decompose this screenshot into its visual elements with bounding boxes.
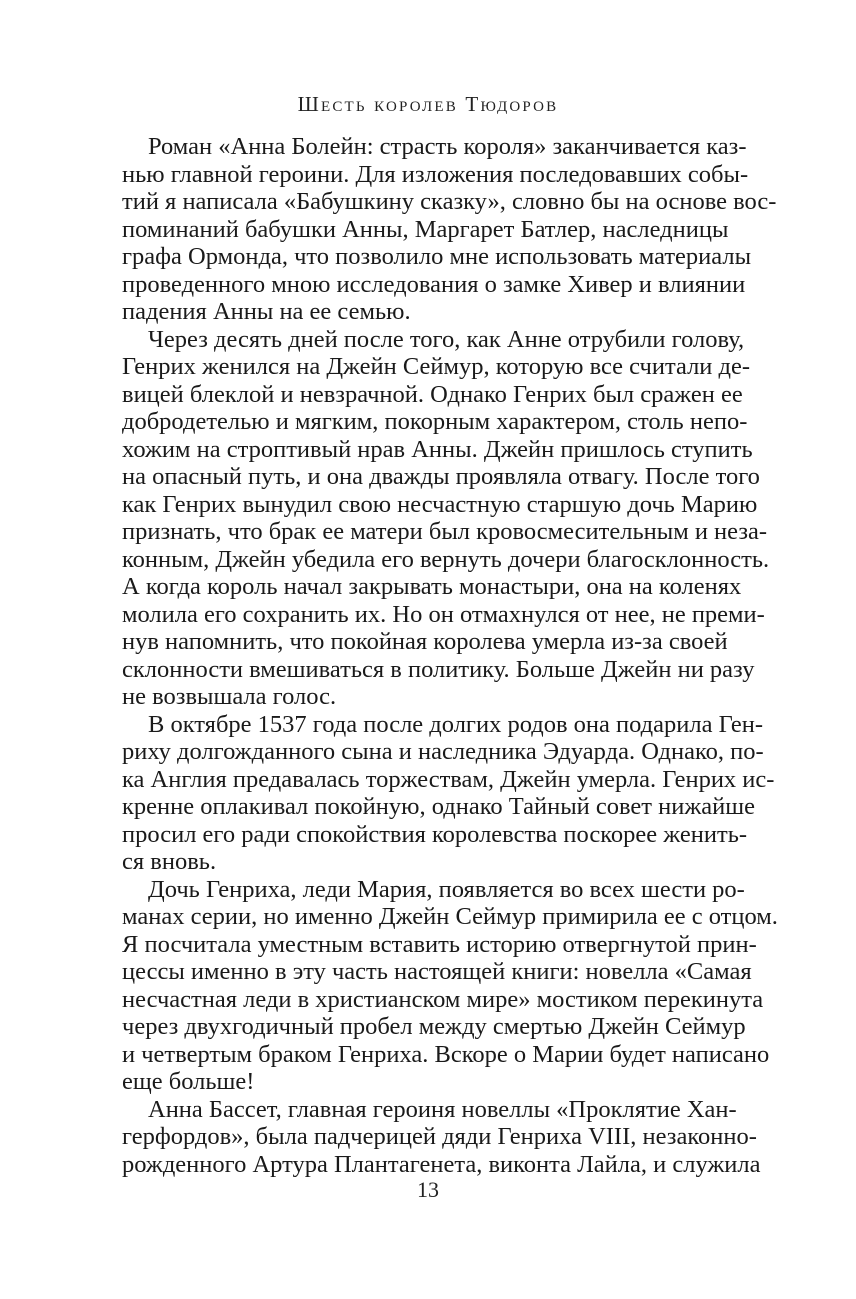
paragraph	[122, 133, 777, 326]
text-line: рожденного Артура Плантагенета, виконта Лайла, и служила	[122, 1150, 761, 1178]
text-line: не возвышала голос.	[122, 683, 337, 710]
text-line: хожим на строптивый нрав Анны. Джейн пришлось ступить	[122, 435, 753, 463]
running-header: Шесть королев Тюдоров	[297, 92, 559, 116]
text-line: риху долгожданного сына и наследника Эдуарда. Однако, по-	[122, 738, 764, 765]
text-line: нью главной героини. Для изложения последовавших собы-	[122, 160, 749, 188]
text-line: Дочь Генриха, леди Мария, появляется во всех шести ро-	[148, 875, 745, 903]
text-line: Генрих женился на Джейн Сеймур, которую все считали де-	[122, 353, 751, 380]
text-line: молила его сохранить их. Но он отмахнулся от нее, не преми-	[122, 600, 765, 628]
text-line: ка Англия предавалась торжествам, Джейн умерла. Генрих ис-	[122, 765, 775, 793]
text-line: и четвертым браком Генриха. Вскоре о Марии будет написано	[122, 1040, 770, 1068]
body-text	[122, 133, 778, 1178]
paragraph	[122, 875, 778, 1096]
text-line: вицей блеклой и невзрачной. Однако Генрих был сражен ее	[122, 380, 743, 408]
text-line: склонности вмешиваться в политику. Больше Джейн ни разу	[122, 655, 755, 683]
text-line: графа Ормонда, что позволило мне использовать материалы	[122, 243, 752, 270]
text-line: кренне оплакивал покойную, однако Тайный совет нижайше	[122, 793, 756, 820]
text-line: через двухгодичный пробел между смертью Джейн Сеймур	[122, 1013, 746, 1040]
page-number: 13	[417, 1177, 439, 1202]
text-line: Роман «Анна Болейн: страсть короля» заканчивается каз-	[148, 133, 747, 160]
text-line: герфордов», была падчерицей дяди Генриха VIII, незаконно-	[122, 1123, 757, 1150]
text-line: проведенного мною исследования о замке Хивер и влиянии	[122, 270, 746, 298]
text-line: признать, что брак ее матери был кровосмесительным и неза-	[122, 518, 768, 545]
text-line: несчастная леди в христианском мире» мостиком перекинута	[122, 985, 764, 1013]
text-line: А когда король начал закрывать монастыри, она на коленях	[122, 573, 742, 600]
paragraph	[122, 1095, 761, 1179]
text-line: В октябре 1537 года после долгих родов она подарила Ген-	[148, 710, 764, 738]
text-line: манах серии, но именно Джейн Сеймур примирила ее с отцом.	[122, 903, 778, 930]
text-line: поминаний бабушки Анны, Маргарет Батлер, наследницы	[122, 215, 729, 243]
text-line: падения Анны на ее семью.	[122, 298, 411, 325]
text-line: Я посчитала уместным вставить историю отвергнутой прин-	[122, 930, 757, 958]
text-line: просил его ради спокойствия королевства поскорее женить-	[122, 820, 748, 848]
text-line: добродетелью и мягким, покорным характером, столь непо-	[122, 408, 748, 435]
text-line: на опасный путь, и она дважды проявляла отвагу. После того	[122, 463, 760, 490]
text-line: цессы именно в эту часть настоящей книги: новелла «Самая	[122, 958, 752, 985]
paragraph	[122, 710, 775, 876]
text-line: тий я написала «Бабушкину сказку», словно бы на основе вос-	[122, 188, 777, 215]
text-line: еще больше!	[122, 1068, 255, 1095]
text-line: Через десять дней после того, как Анне отрубили голову,	[148, 325, 745, 353]
paragraph	[122, 325, 770, 711]
text-line: ся вновь.	[122, 848, 217, 875]
text-line: конным, Джейн убедила его вернуть дочери благосклонность.	[122, 545, 770, 573]
text-line: нув напомнить, что покойная королева умерла из-за своей	[122, 628, 728, 655]
text-line: как Генрих вынудил свою несчастную старшую дочь Марию	[122, 490, 758, 518]
text-line: Анна Бассет, главная героиня новеллы «Проклятие Хан-	[148, 1095, 737, 1123]
